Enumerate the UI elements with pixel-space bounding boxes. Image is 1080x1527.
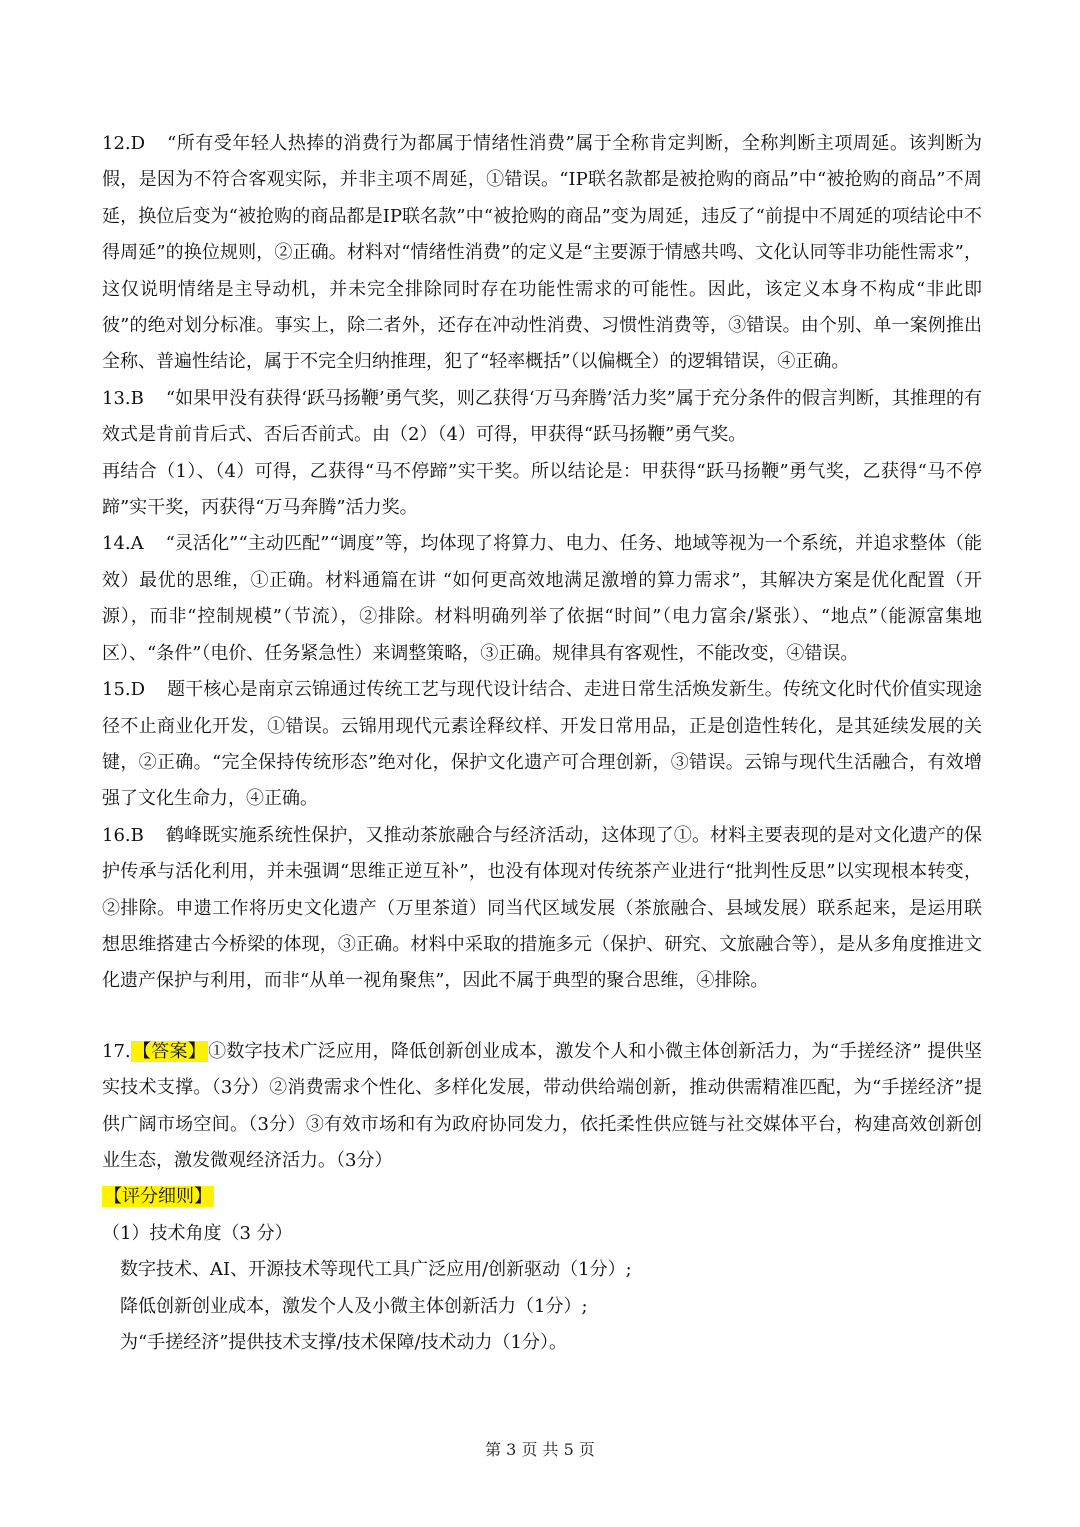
question-number: 12.D: [102, 133, 146, 154]
answer-text: “如果甲没有获得‘跃马扬鞭’勇气奖，则乙获得‘万马奔腾’活力奖”属于充分条件的假言判断，其推理的有效式是肯前肯后式、否后否前式。由（2）（4）可得，甲获得“跃马扬鞭”勇气奖。: [102, 387, 982, 446]
answer-text: 鹤峰既实施系统性保护，又推动茶旅融合与经济活动，这体现了①。材料主要表现的是对文化遗产的保护传承与活化利用，并未强调“思维正逆互补”，也没有体现对传统茶产业进行“批判性反思”以实现根本转变，②排除。申遗工作将历史文化遗产（万里茶道）同当代区域发展（茶旅融合、县域发展）联系起来，是运用联想思维搭建古今桥梁的体现，③正确。材料中采取的措施多元（保护、研究、文旅融合等），是从多角度推进文化遗产保护与利用，而非“从单一视角聚焦”，因此不属于典型的聚合思维，④排除。: [102, 824, 982, 992]
rubric-heading: （1）技术角度（3 分）: [102, 1222, 293, 1244]
answer-text: 题干核心是南京云锦通过传统工艺与现代设计结合、走进日常生活焕发新生。传统文化时代价值实现途径不止商业化开发，①错误。云锦用现代元素诠释纹样、开发日常用品，正是创造性转化，是其延续发展的关键，②正确。“完全保持传统形态”绝对化，保护文化遗产可合理创新，③错误。云锦与现代生活融合，有效增强了文化生命力，④正确。: [102, 679, 982, 810]
answer-16: [102, 818, 982, 1000]
question-number: 13.B: [102, 387, 144, 409]
rubric-tag: 【评分细则】: [104, 1186, 212, 1208]
answer-17: [102, 1034, 982, 1180]
rubric-item: 数字技术、AI、开源技术等现代工具广泛应用/创新驱动（1分）;: [120, 1259, 632, 1281]
answer-12: [102, 126, 982, 381]
rubric-item: 为“手搓经济”提供技术支撑/技术保障/技术动力（1分）。: [120, 1332, 567, 1353]
rubric-item: 降低创新创业成本，激发个人及小微主体创新活力（1分）;: [120, 1295, 588, 1317]
answer-14: [102, 526, 982, 672]
answer-13: [102, 381, 982, 454]
rubric-tag-line: [102, 1179, 982, 1215]
section-gap: [102, 1000, 982, 1034]
page-footer: 第 3 页 共 5 页: [485, 1440, 595, 1459]
answer-text: “灵活化”“主动匹配”“调度”等，均体现了将算力、电力、任务、地域等视为一个系统，并追求整体（能效）最优的思维，①正确。材料通篇在讲 “如何更高效地满足激增的算力需求”，其解决方案是优化配置（开源），而非“控制规模”（节流），②排除。材料明确列举了依据“时间”（电力富余/紧张）、“地点”（能源富集地区）、“条件”（电价、任务紧急性）来调整策略，③正确。规律具有客观性，不能改变，④错误。: [102, 533, 982, 664]
document-body: [102, 126, 982, 1361]
question-number: 16.B: [102, 824, 144, 846]
answer-13-continued: 再结合（1）、（4）可得，乙获得“马不停蹄”实干奖。所以结论是：甲获得“跃马扬鞭”勇气奖，乙获得“马不停蹄”实干奖，丙获得“万马奔腾”活力奖。: [102, 460, 982, 519]
question-number: 17.: [102, 1040, 131, 1062]
question-number: 14.A: [102, 533, 144, 555]
answer-text: ①数字技术广泛应用，降低创新创业成本，激发个人和小微主体创新活力，为“手搓经济” 提供坚实技术支撑。（3分）②消费需求个性化、多样化发展，带动供给端创新，推动供需精准匹配，为“手搓经济”提供广阔市场空间。（3分）③有效市场和有为政府协同发力，依托柔性供应链与社交媒体平台，构建高效创新创业生态，激发微观经济活力。（3分）: [102, 1040, 983, 1171]
answer-15: [102, 672, 982, 818]
answer-tag: 【答案】: [132, 1040, 207, 1062]
answer-text: “所有受年轻人热捧的消费行为都属于情绪性消费”属于全称肯定判断，全称判断主项周延。该判断为假，是因为不符合客观实际，并非主项不周延，①错误。“IP联名款都是被抢购的商品”中“被抢购的商品”不周延，换位后变为“被抢购的商品都是IP联名款”中“被抢购的商品”变为周延，违反了“前提中不周延的项结论中不得周延”的换位规则，②正确。材料对“情绪性消费”的定义是“主要源于情感共鸣、文化认同等非功能性需求”，这仅说明情绪是主导动机，并未完全排除同时存在功能性需求的可能性。因此，该定义本身不构成“非此即彼”的绝对划分标准。事实上，除二者外，还存在冲动性消费、习惯性消费等，③错误。由个别、单一案例推出全称、普遍性结论，属于不完全归纳推理，犯了“轻率概括”（以偏概全）的逻辑错误，④正确。: [102, 133, 982, 373]
question-number: 15.D: [102, 679, 146, 701]
